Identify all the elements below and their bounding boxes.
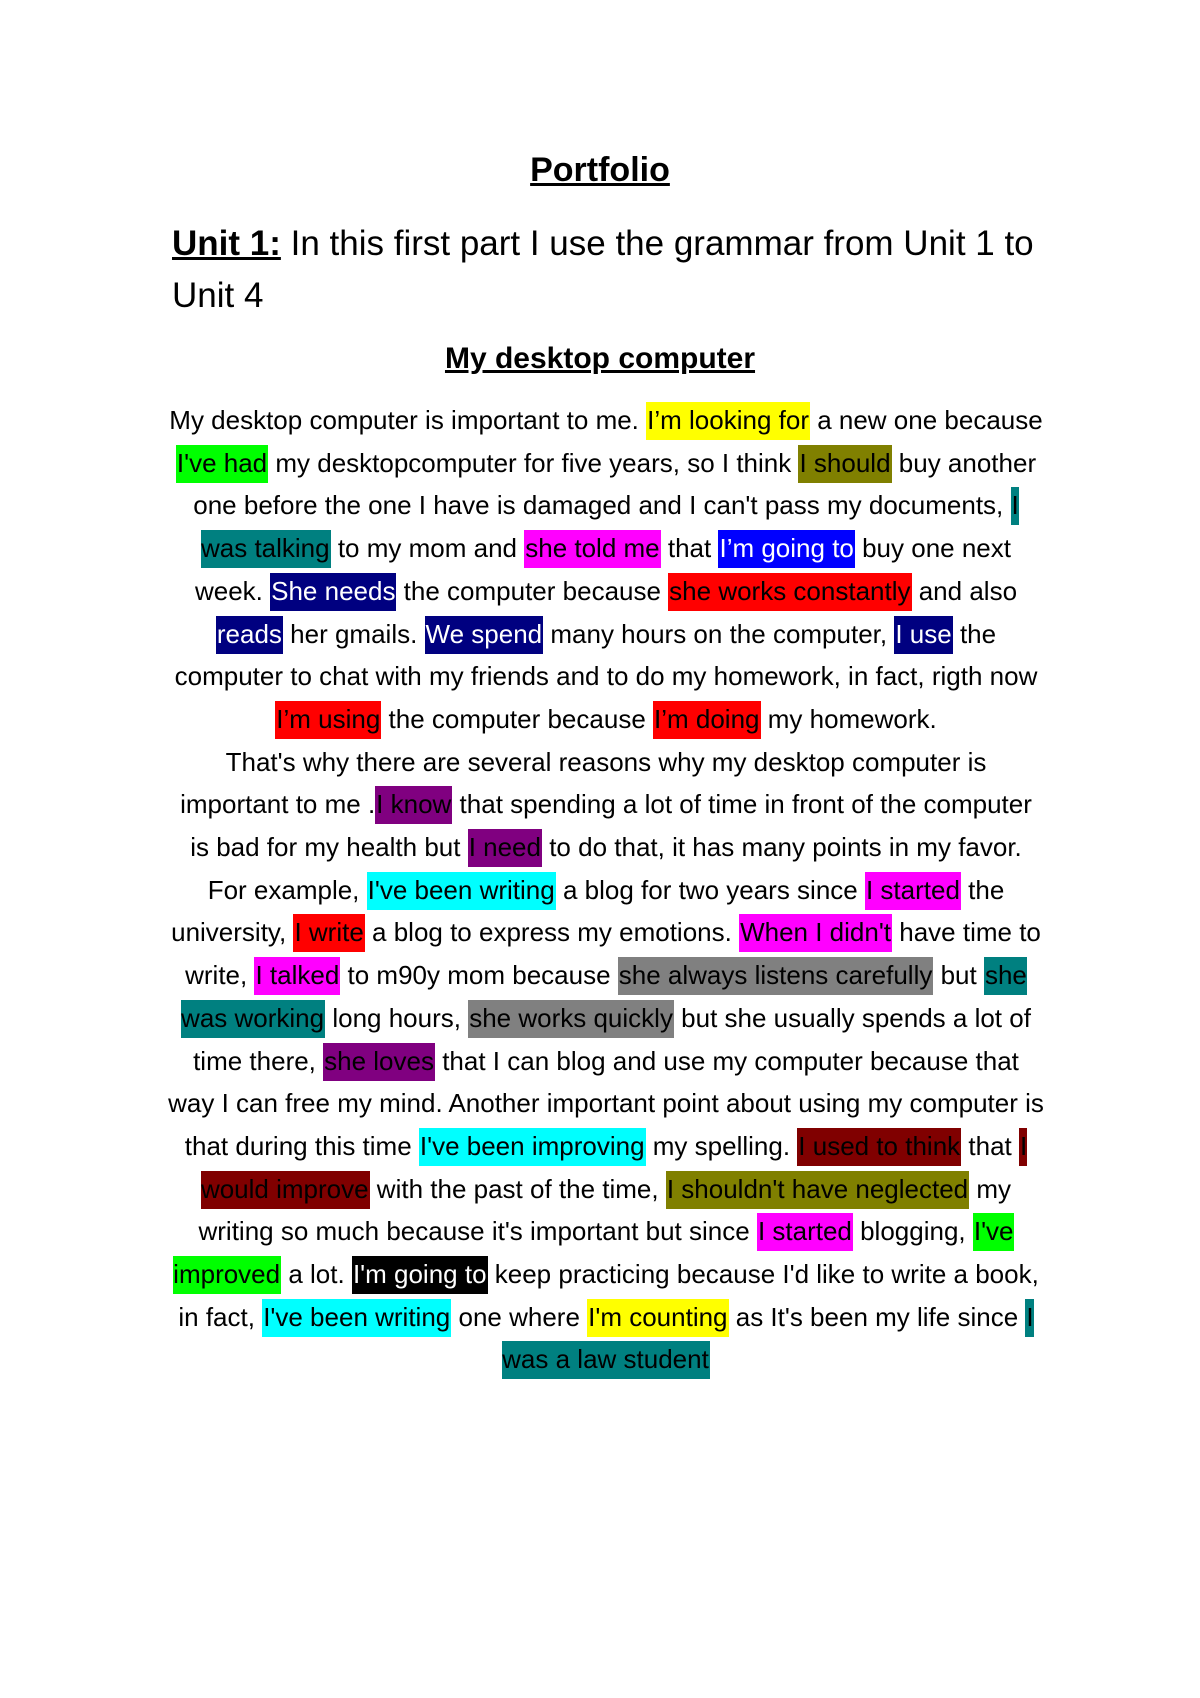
text-run: the university, xyxy=(171,874,1005,948)
highlighted-phrase: she loves xyxy=(323,1043,435,1081)
text-run: to my mom and xyxy=(330,533,525,564)
text-run: to do that, it has many points in my favor. For example, xyxy=(207,832,1022,905)
text-run: as It's been my life since xyxy=(728,1301,1026,1332)
text-run: the computer because xyxy=(381,703,653,734)
text-run: a blog for two years since xyxy=(555,874,865,905)
paragraph-1 xyxy=(168,399,1044,741)
highlighted-phrase: I've improved xyxy=(173,1213,1013,1294)
highlighted-phrase: I’m using xyxy=(275,701,381,739)
highlighted-phrase: I talked xyxy=(254,957,340,995)
text-run: long hours, xyxy=(325,1002,469,1033)
text-run: My desktop computer is important to me. xyxy=(169,405,647,435)
unit-label: Unit 1: xyxy=(172,224,281,263)
highlighted-phrase: I've had xyxy=(176,445,268,483)
highlighted-phrase: I was a law student xyxy=(502,1299,1033,1380)
text-run: to m90y mom because xyxy=(340,960,618,991)
highlighted-phrase: I shouldn't have neglected xyxy=(666,1171,969,1209)
text-run: buy one next week. xyxy=(194,533,1011,606)
text-run: keep practicing because I'd like to write a book, in fact, xyxy=(178,1259,1039,1332)
highlighted-phrase: I need xyxy=(468,829,542,867)
highlighted-phrase: I’m doing xyxy=(653,701,761,739)
text-run: many hours on the computer, xyxy=(543,618,895,649)
text-run: buy another one before the one I have is damaged and I can't pass my documents, xyxy=(193,447,1037,521)
highlighted-phrase: She needs xyxy=(270,573,396,611)
highlighted-phrase: I’m looking for xyxy=(646,402,810,440)
text-run: her gmails. xyxy=(282,618,425,649)
highlighted-phrase: she always listens carefully xyxy=(618,957,934,995)
text-run: the computer because xyxy=(396,575,669,606)
text-run: that I can blog and use my computer because that way I can free my mind. Another important point about using my computer is that during this time xyxy=(168,1045,1044,1161)
text-run: my homework. xyxy=(760,703,937,734)
highlighted-phrase: I'm going to xyxy=(352,1256,488,1294)
text-run: and also xyxy=(911,575,1018,606)
text-run: the computer to chat with my friends and to do my homework, in fact, rigth now xyxy=(174,618,1038,692)
text-run: That's why there are several reasons why my desktop computer is important to me . xyxy=(180,746,987,820)
highlighted-phrase: I know xyxy=(375,786,452,824)
text-run: that spending a lot of time in front of the computer is bad for my health but xyxy=(190,789,1032,863)
text-run: have time to write, xyxy=(185,917,1041,991)
text-run: a new one because xyxy=(809,405,1043,435)
highlighted-phrase: I started xyxy=(757,1213,853,1251)
essay-body xyxy=(168,399,1044,1381)
highlighted-phrase: I was talking xyxy=(201,487,1019,568)
highlighted-phrase: I've been improving xyxy=(419,1128,646,1166)
text-run: one where xyxy=(451,1301,588,1332)
text-run: that xyxy=(961,1130,1019,1161)
highlighted-phrase: I've been writing xyxy=(262,1299,451,1337)
highlighted-phrase: I've been writing xyxy=(367,872,556,910)
highlighted-phrase: she works constantly xyxy=(668,573,911,611)
text-run: blogging, xyxy=(852,1216,973,1247)
text-run: my spelling. xyxy=(645,1130,798,1161)
text-run: a lot. xyxy=(281,1259,352,1290)
text-run: with the past of the time, xyxy=(369,1173,666,1204)
highlighted-phrase: reads xyxy=(216,616,283,654)
text-run: my writing so much because it's important but since xyxy=(198,1173,1012,1247)
highlighted-phrase: I started xyxy=(865,872,961,910)
text-run: but xyxy=(933,960,984,991)
text-run: that xyxy=(660,533,719,564)
highlighted-phrase: When I didn't xyxy=(739,914,892,952)
highlighted-phrase: I'm counting xyxy=(587,1299,728,1337)
highlighted-phrase: I used to think xyxy=(797,1128,961,1166)
highlighted-phrase: she told me xyxy=(524,530,660,568)
highlighted-phrase: I would improve xyxy=(201,1128,1027,1209)
text-run: my desktopcomputer for five years, so I think xyxy=(268,447,799,478)
text-run: a blog to express my emotions. xyxy=(364,917,740,948)
highlighted-phrase: she works quickly xyxy=(468,1000,674,1038)
highlighted-phrase: I use xyxy=(894,616,952,654)
unit-description: In this first part I use the grammar from Unit 1 to Unit 4 xyxy=(172,224,1034,315)
highlighted-phrase: she was working xyxy=(181,957,1027,1038)
unit-heading xyxy=(172,218,1052,322)
highlighted-phrase: I should xyxy=(798,445,891,483)
page-title: Portfolio xyxy=(530,151,670,189)
highlighted-phrase: I’m going to xyxy=(718,530,854,568)
highlighted-phrase: We spend xyxy=(425,616,544,654)
essay-title: My desktop computer xyxy=(444,342,756,375)
highlighted-phrase: I write xyxy=(293,914,364,952)
text-run: but she usually spends a lot of time there, xyxy=(193,1002,1031,1076)
paragraph-2 xyxy=(168,741,1044,1382)
